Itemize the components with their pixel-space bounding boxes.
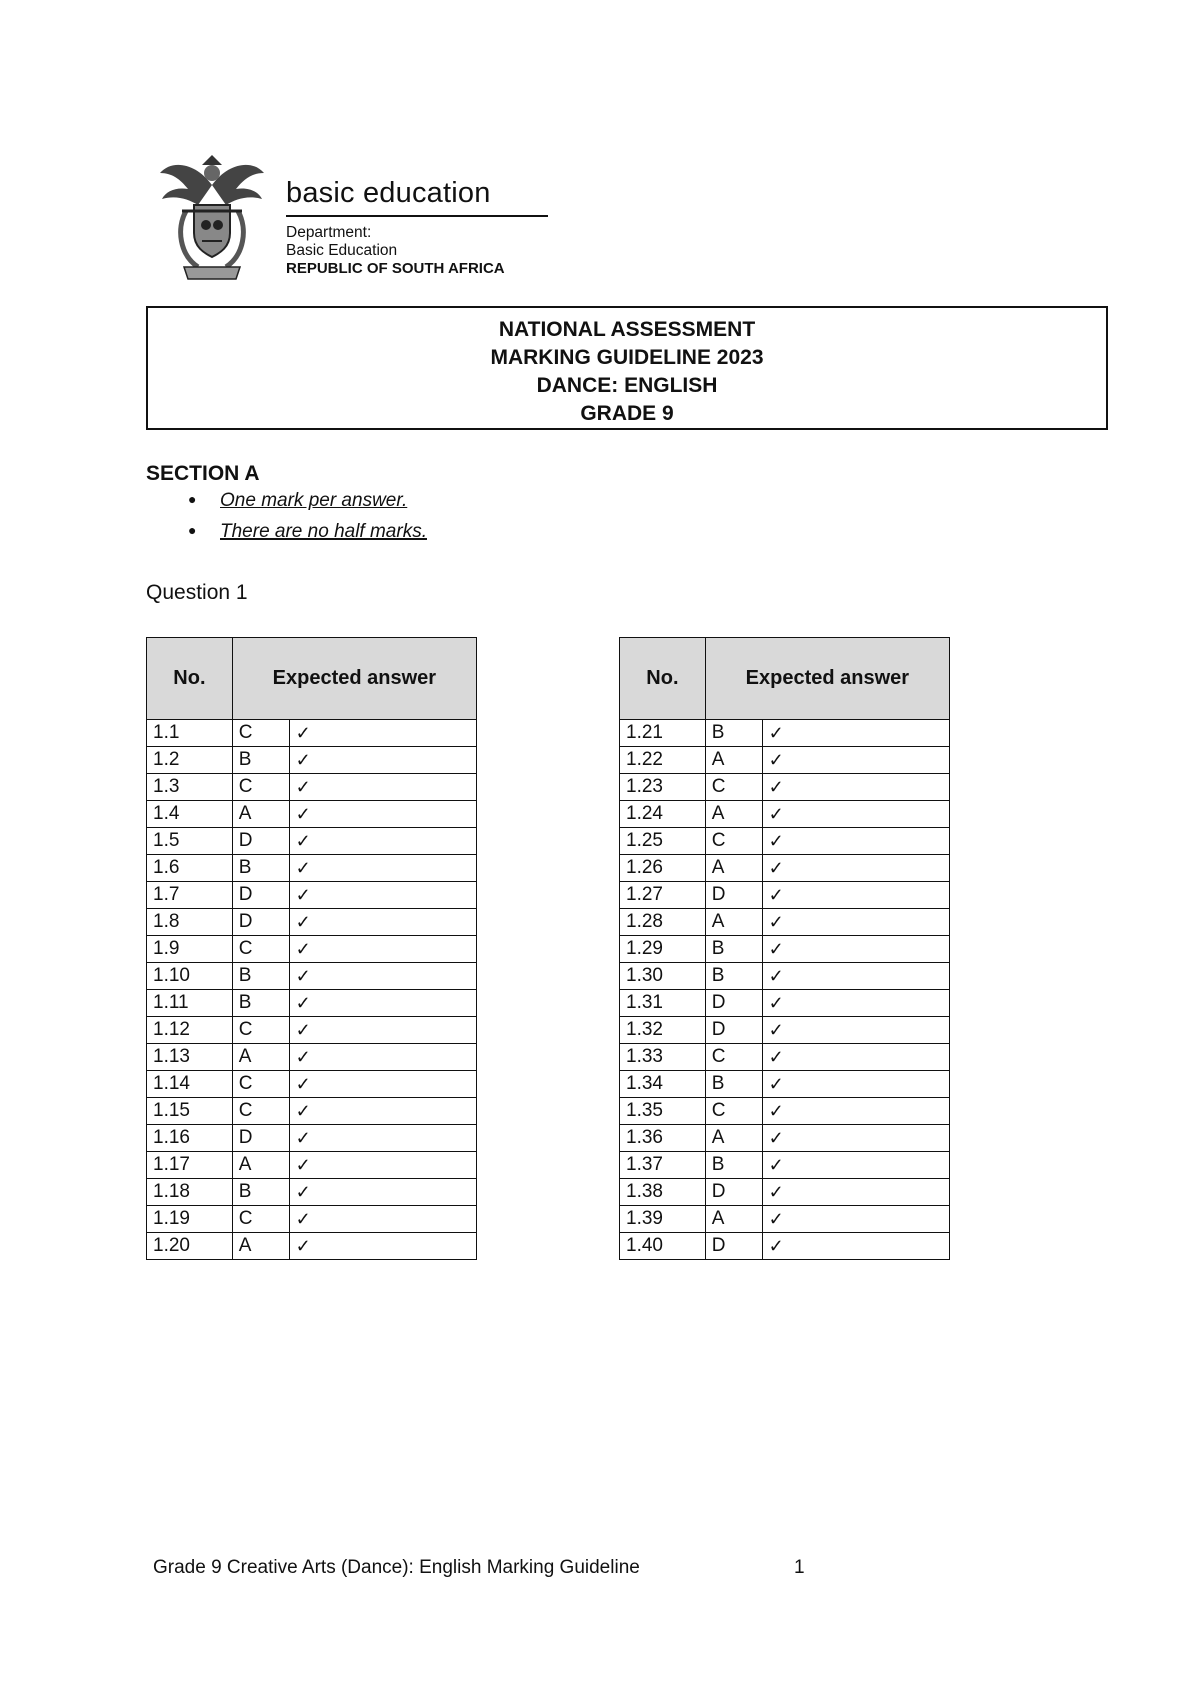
marking-rule-text: There are no half marks.	[220, 521, 427, 542]
table-row	[620, 1152, 950, 1179]
expected-answer: B	[705, 936, 762, 963]
table-row	[620, 828, 950, 855]
question-number: 1.15	[147, 1098, 233, 1125]
table-row	[147, 963, 477, 990]
expected-answer: C	[232, 720, 289, 747]
checkmark-icon: ✓	[762, 747, 949, 774]
question-label: Question 1	[146, 581, 248, 604]
expected-answer: B	[705, 720, 762, 747]
table-row	[620, 1125, 950, 1152]
column-header-expected-answer: Expected answer	[232, 638, 476, 720]
question-number: 1.38	[620, 1179, 706, 1206]
expected-answer: B	[705, 1071, 762, 1098]
expected-answer: A	[232, 801, 289, 828]
checkmark-icon: ✓	[762, 990, 949, 1017]
checkmark-icon: ✓	[762, 1044, 949, 1071]
expected-answer: D	[705, 1179, 762, 1206]
table-row	[147, 855, 477, 882]
question-number: 1.19	[147, 1206, 233, 1233]
table-row	[147, 801, 477, 828]
checkmark-icon: ✓	[289, 720, 476, 747]
title-line-subject: DANCE: ENGLISH	[536, 374, 718, 397]
table-row	[620, 1098, 950, 1125]
checkmark-icon: ✓	[289, 747, 476, 774]
table-row	[620, 1071, 950, 1098]
table-header-row	[620, 638, 950, 720]
expected-answer: C	[232, 1206, 289, 1233]
expected-answer: C	[232, 936, 289, 963]
question-number: 1.10	[147, 963, 233, 990]
question-number: 1.17	[147, 1152, 233, 1179]
bullet-icon: ●	[188, 522, 197, 538]
checkmark-icon: ✓	[289, 1152, 476, 1179]
question-number: 1.35	[620, 1098, 706, 1125]
question-number: 1.24	[620, 801, 706, 828]
question-number: 1.23	[620, 774, 706, 801]
document-title-box	[146, 306, 1108, 430]
question-number: 1.34	[620, 1071, 706, 1098]
table-row	[620, 774, 950, 801]
expected-answer: B	[705, 963, 762, 990]
expected-answer: A	[232, 1233, 289, 1260]
checkmark-icon: ✓	[289, 882, 476, 909]
expected-answer: D	[232, 828, 289, 855]
footer-text: Grade 9 Creative Arts (Dance): English Marking Guideline	[153, 1557, 640, 1578]
table-row	[147, 828, 477, 855]
table-row	[620, 747, 950, 774]
checkmark-icon: ✓	[762, 828, 949, 855]
department-logo	[158, 155, 558, 285]
marking-rule-item	[188, 521, 427, 543]
question-number: 1.28	[620, 909, 706, 936]
expected-answer: D	[232, 882, 289, 909]
expected-answer: A	[232, 1044, 289, 1071]
checkmark-icon: ✓	[289, 1017, 476, 1044]
table-row	[147, 882, 477, 909]
table-row	[147, 1044, 477, 1071]
table-row	[620, 882, 950, 909]
table-row	[620, 1233, 950, 1260]
answer-table-left	[146, 637, 477, 1260]
checkmark-icon: ✓	[762, 936, 949, 963]
checkmark-icon: ✓	[762, 1017, 949, 1044]
table-row	[620, 855, 950, 882]
expected-answer: B	[705, 1152, 762, 1179]
question-number: 1.37	[620, 1152, 706, 1179]
question-number: 1.1	[147, 720, 233, 747]
question-number: 1.4	[147, 801, 233, 828]
table-row	[147, 1071, 477, 1098]
question-number: 1.7	[147, 882, 233, 909]
expected-answer: D	[705, 882, 762, 909]
table-row	[147, 1152, 477, 1179]
table-row	[147, 720, 477, 747]
question-number: 1.27	[620, 882, 706, 909]
question-number: 1.32	[620, 1017, 706, 1044]
checkmark-icon: ✓	[762, 882, 949, 909]
question-number: 1.3	[147, 774, 233, 801]
checkmark-icon: ✓	[762, 801, 949, 828]
country-name: REPUBLIC OF SOUTH AFRICA	[286, 260, 505, 277]
expected-answer: C	[705, 1044, 762, 1071]
checkmark-icon: ✓	[289, 936, 476, 963]
expected-answer: C	[705, 1098, 762, 1125]
question-number: 1.2	[147, 747, 233, 774]
question-number: 1.30	[620, 963, 706, 990]
expected-answer: D	[232, 909, 289, 936]
question-number: 1.22	[620, 747, 706, 774]
question-number: 1.31	[620, 990, 706, 1017]
checkmark-icon: ✓	[762, 1071, 949, 1098]
checkmark-icon: ✓	[762, 1233, 949, 1260]
table-row	[620, 909, 950, 936]
question-number: 1.9	[147, 936, 233, 963]
table-row	[147, 990, 477, 1017]
page-number: 1	[794, 1557, 805, 1578]
table-row	[620, 990, 950, 1017]
table-row	[620, 936, 950, 963]
expected-answer: D	[705, 1233, 762, 1260]
checkmark-icon: ✓	[289, 1233, 476, 1260]
title-line-guideline: MARKING GUIDELINE 2023	[490, 346, 764, 369]
checkmark-icon: ✓	[289, 855, 476, 882]
checkmark-icon: ✓	[289, 1206, 476, 1233]
checkmark-icon: ✓	[762, 1098, 949, 1125]
answer-table-right	[619, 637, 950, 1260]
checkmark-icon: ✓	[762, 855, 949, 882]
checkmark-icon: ✓	[289, 801, 476, 828]
table-row	[147, 1179, 477, 1206]
expected-answer: C	[705, 774, 762, 801]
checkmark-icon: ✓	[762, 963, 949, 990]
question-number: 1.36	[620, 1125, 706, 1152]
question-number: 1.33	[620, 1044, 706, 1071]
expected-answer: D	[705, 990, 762, 1017]
expected-answer: A	[705, 1206, 762, 1233]
checkmark-icon: ✓	[289, 1179, 476, 1206]
title-line-assessment: NATIONAL ASSESSMENT	[498, 318, 756, 341]
checkmark-icon: ✓	[289, 1044, 476, 1071]
expected-answer: C	[232, 774, 289, 801]
expected-answer: C	[232, 1017, 289, 1044]
checkmark-icon: ✓	[762, 909, 949, 936]
table-row	[620, 1017, 950, 1044]
table-row	[147, 1233, 477, 1260]
question-number: 1.29	[620, 936, 706, 963]
table-row	[147, 1098, 477, 1125]
expected-answer: A	[705, 747, 762, 774]
table-row	[147, 1017, 477, 1044]
expected-answer: B	[232, 1179, 289, 1206]
table-row	[147, 1125, 477, 1152]
expected-answer: A	[705, 909, 762, 936]
column-header-expected-answer: Expected answer	[705, 638, 949, 720]
question-number: 1.39	[620, 1206, 706, 1233]
checkmark-icon: ✓	[762, 774, 949, 801]
checkmark-icon: ✓	[289, 990, 476, 1017]
question-number: 1.26	[620, 855, 706, 882]
expected-answer: B	[232, 855, 289, 882]
department-label: Department:	[286, 224, 372, 241]
question-number: 1.13	[147, 1044, 233, 1071]
brand-divider	[286, 215, 548, 217]
expected-answer: A	[705, 855, 762, 882]
expected-answer: C	[232, 1071, 289, 1098]
checkmark-icon: ✓	[289, 909, 476, 936]
expected-answer: C	[705, 828, 762, 855]
brand-name: basic education	[286, 177, 491, 209]
expected-answer: A	[705, 801, 762, 828]
checkmark-icon: ✓	[289, 1071, 476, 1098]
table-row	[147, 774, 477, 801]
checkmark-icon: ✓	[289, 1098, 476, 1125]
question-number: 1.16	[147, 1125, 233, 1152]
table-row	[147, 1206, 477, 1233]
expected-answer: A	[232, 1152, 289, 1179]
checkmark-icon: ✓	[289, 774, 476, 801]
question-number: 1.8	[147, 909, 233, 936]
table-row	[620, 1179, 950, 1206]
table-row	[147, 909, 477, 936]
table-header-row	[147, 638, 477, 720]
question-number: 1.18	[147, 1179, 233, 1206]
column-header-no: No.	[147, 638, 233, 720]
table-row	[620, 720, 950, 747]
section-heading: SECTION A	[146, 462, 260, 485]
question-number: 1.5	[147, 828, 233, 855]
expected-answer: C	[232, 1098, 289, 1125]
expected-answer: B	[232, 963, 289, 990]
checkmark-icon: ✓	[762, 1125, 949, 1152]
checkmark-icon: ✓	[289, 828, 476, 855]
question-number: 1.12	[147, 1017, 233, 1044]
expected-answer: B	[232, 990, 289, 1017]
table-row	[147, 936, 477, 963]
question-number: 1.25	[620, 828, 706, 855]
question-number: 1.40	[620, 1233, 706, 1260]
expected-answer: D	[705, 1017, 762, 1044]
question-number: 1.21	[620, 720, 706, 747]
table-row	[147, 747, 477, 774]
checkmark-icon: ✓	[762, 1206, 949, 1233]
question-number: 1.6	[147, 855, 233, 882]
expected-answer: B	[232, 747, 289, 774]
checkmark-icon: ✓	[762, 1179, 949, 1206]
marking-rule-item	[188, 490, 407, 512]
checkmark-icon: ✓	[289, 1125, 476, 1152]
table-row	[620, 1206, 950, 1233]
checkmark-icon: ✓	[762, 720, 949, 747]
column-header-no: No.	[620, 638, 706, 720]
table-row	[620, 963, 950, 990]
expected-answer: A	[705, 1125, 762, 1152]
coat-of-arms-icon	[158, 155, 266, 281]
department-name: Basic Education	[286, 242, 398, 259]
checkmark-icon: ✓	[762, 1152, 949, 1179]
table-row	[620, 1044, 950, 1071]
table-row	[620, 801, 950, 828]
bullet-icon: ●	[188, 491, 197, 507]
question-number: 1.11	[147, 990, 233, 1017]
marking-rule-text: One mark per answer.	[220, 490, 408, 511]
expected-answer: D	[232, 1125, 289, 1152]
title-line-grade: GRADE 9	[580, 402, 674, 425]
checkmark-icon: ✓	[289, 963, 476, 990]
question-number: 1.20	[147, 1233, 233, 1260]
question-number: 1.14	[147, 1071, 233, 1098]
